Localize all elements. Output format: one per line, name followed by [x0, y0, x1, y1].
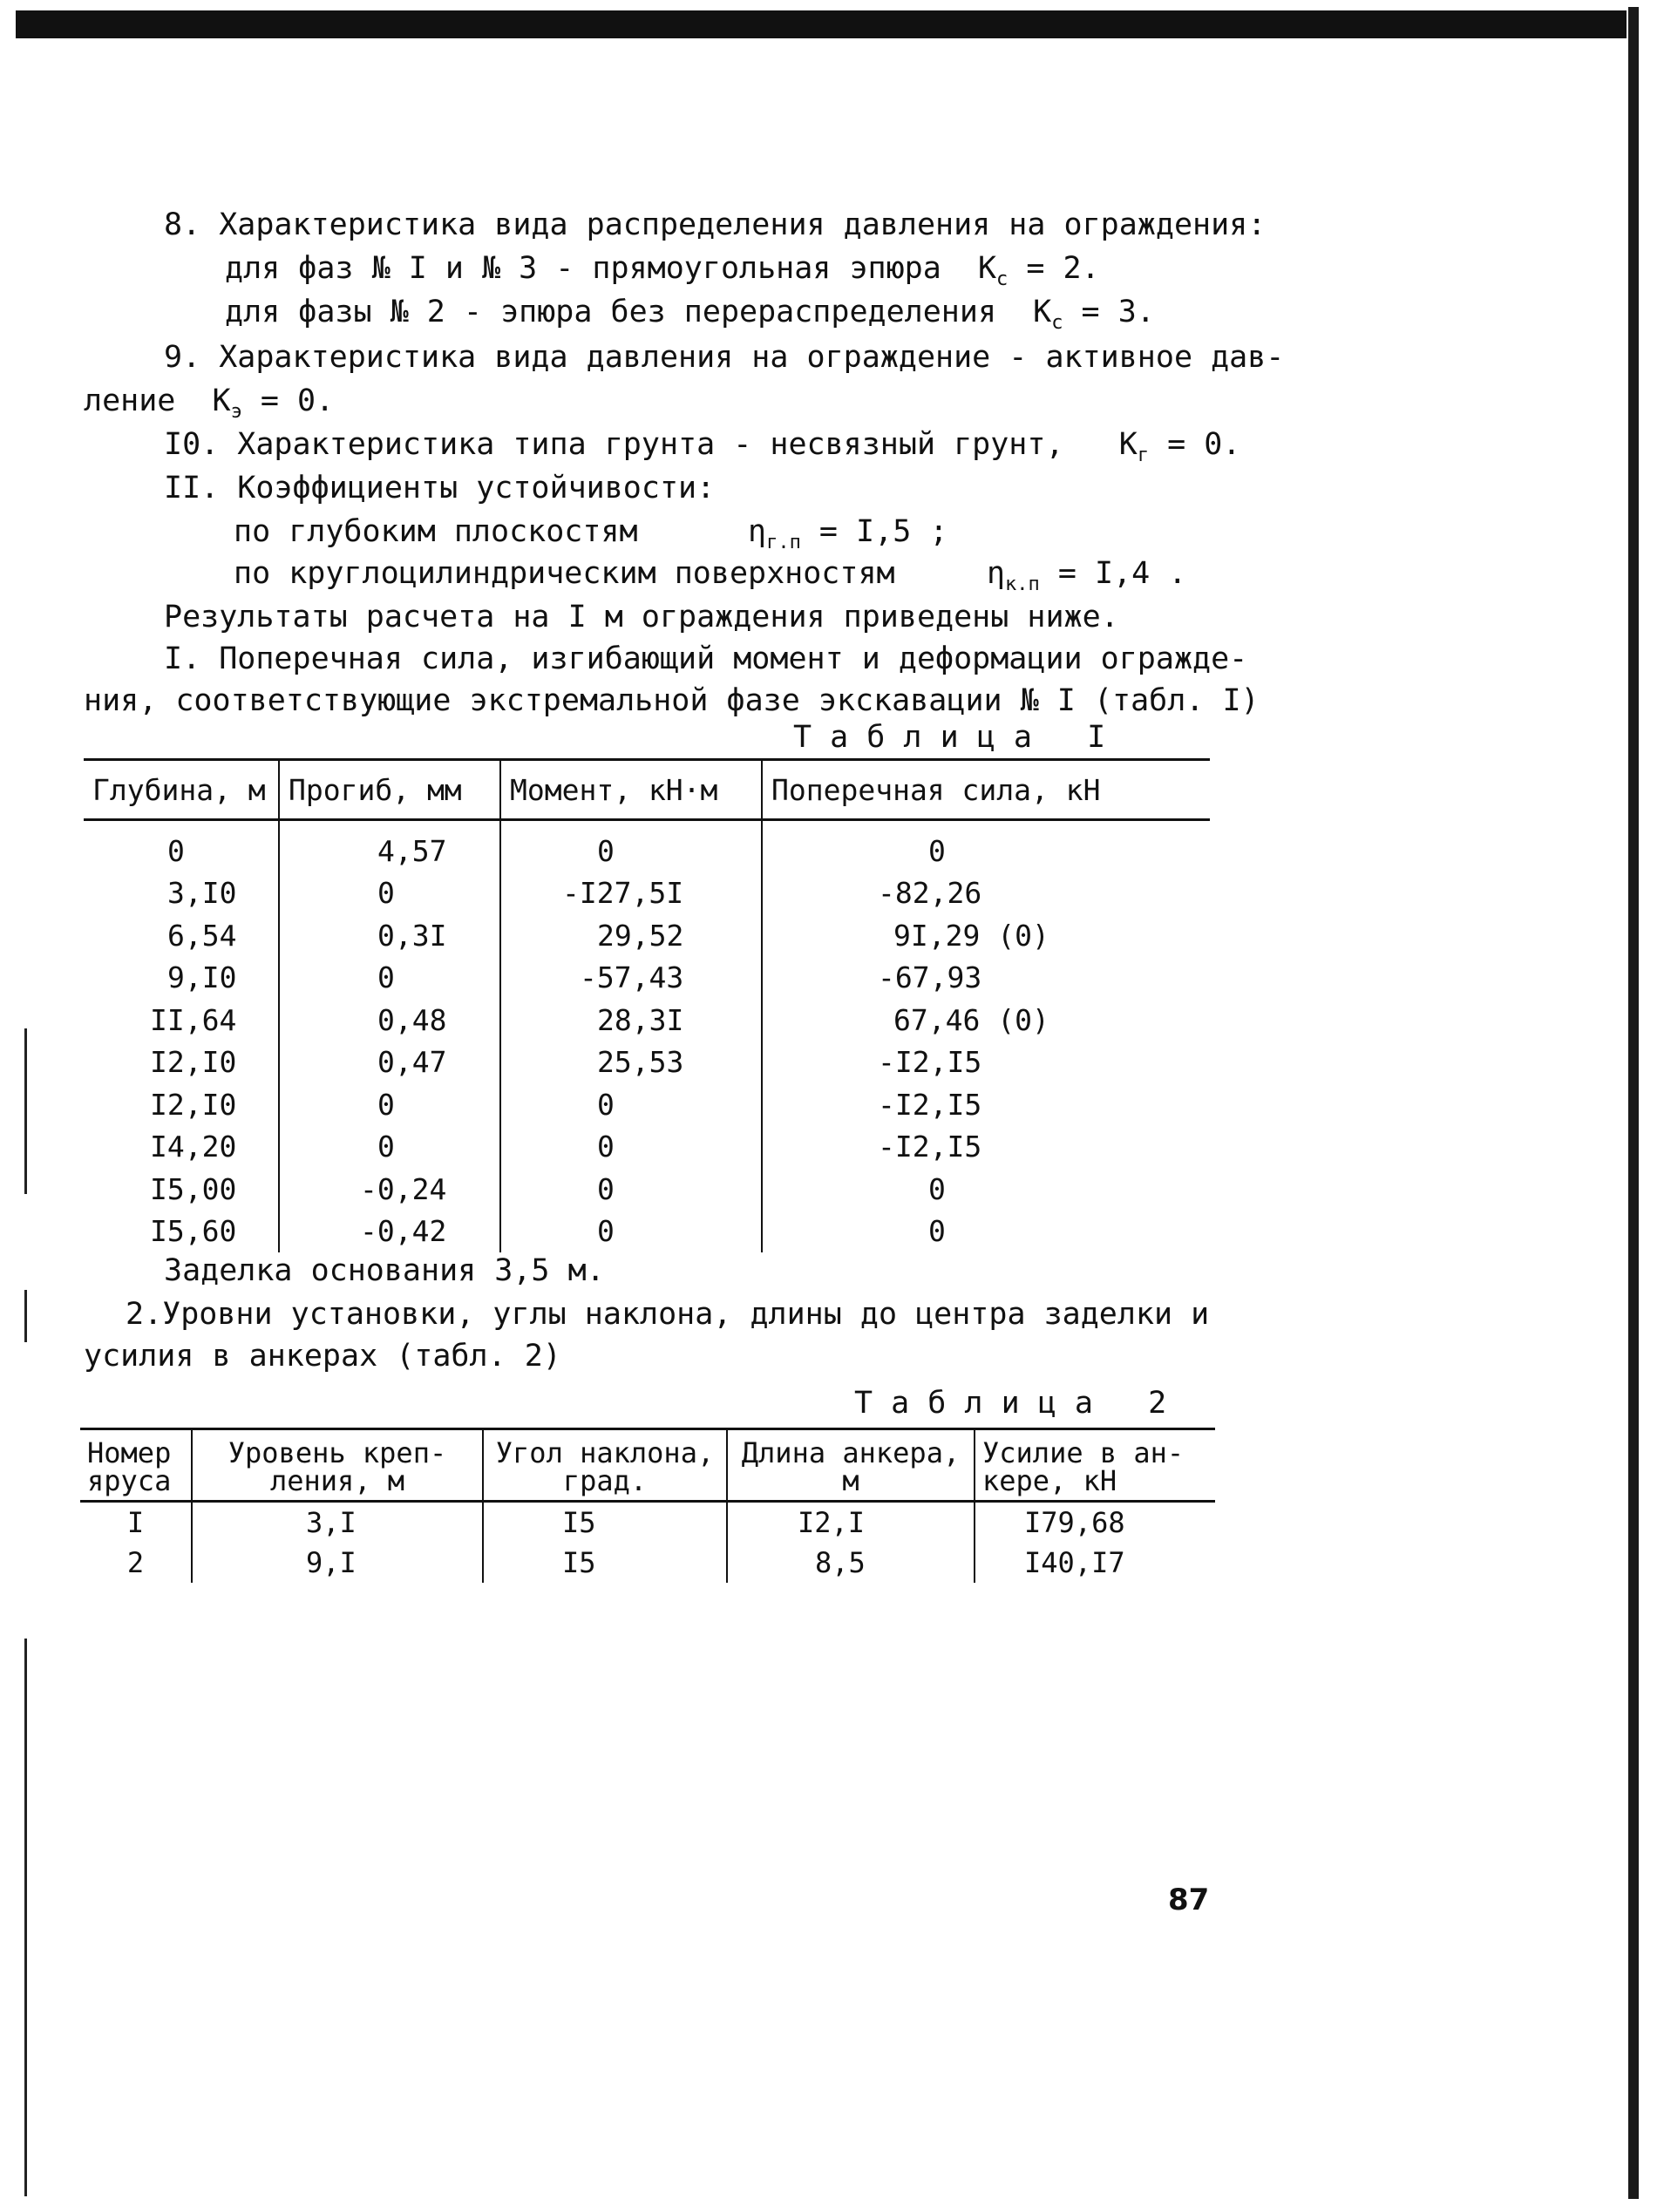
table1-cell-moment: 0 [500, 1126, 762, 1169]
table1-cell-depth: I2,I0 [84, 1042, 279, 1084]
item8-phases-1-3: для фаз № I и № 3 - прямоугольная эпюра $K_с = 2$. [225, 251, 1100, 290]
table-row [84, 914, 1210, 957]
table2-header-level: Уровень креп- ления, м [192, 1429, 483, 1502]
table2-header-tier: Номер яруса [80, 1429, 192, 1502]
table1-cell-depth: I2,I0 [84, 1083, 279, 1126]
table1-cell-depth: 3,I0 [84, 872, 279, 915]
table1-cell-shear: -I2,I5 [878, 1130, 982, 1164]
table-row [84, 1042, 1210, 1084]
table1-cell-shear: 0 [928, 1171, 946, 1206]
page-number: 87 [1168, 1883, 1210, 1917]
item9-line2: ление $K_э = 0$. [84, 383, 335, 423]
table2-cell-tier: I [80, 1502, 192, 1544]
table2-cell-level: 9,I [192, 1543, 483, 1583]
table1-cell-deflection: 0,3I [279, 914, 500, 957]
table-row [80, 1502, 1215, 1544]
table1-intro-line2: ния, соответствующие экстремальной фазе экскавации № I (табл. I) [84, 683, 1260, 718]
top-scan-border [16, 10, 1627, 38]
table1-cell-moment: 25,53 [500, 1042, 762, 1084]
table-row [84, 999, 1210, 1042]
table2-caption: Т а б л и ц а 2 [854, 1386, 1167, 1421]
table2-cell-angle: I5 [483, 1543, 727, 1583]
table2-cell-level: 3,I [192, 1502, 483, 1544]
table1-cell-depth: 0 [84, 820, 279, 872]
table2 [80, 1428, 1215, 1583]
table1-header-deflection: Прогиб, мм [279, 760, 500, 820]
table1-cell-shear: 67,46 (0) [893, 1002, 1049, 1037]
item8-phase-2: для фазы № 2 - эпюра без перераспределения $K_с = 3$. [225, 295, 1155, 334]
table2-cell-anchor-length: 8,5 [727, 1543, 975, 1583]
table1-cell-shear: -67,93 [878, 960, 982, 995]
table1-cell-deflection: 0 [279, 1083, 500, 1126]
table2-header-angle: Угол наклона, град. [483, 1429, 727, 1502]
table1-cell-deflection: 0 [279, 957, 500, 1000]
table-row [84, 820, 1210, 872]
table1-cell-moment: 28,3I [500, 999, 762, 1042]
table2-intro-line1: 2.Уровни установки, углы наклона, длины до центра заделки и [126, 1297, 1210, 1332]
table-row [84, 872, 1210, 915]
table2-header-row [80, 1429, 1215, 1502]
item9-line1: 9. Характеристика вида давления на ограждение - активное дав- [164, 340, 1285, 375]
table1-cell-depth: 9,I0 [84, 957, 279, 1000]
table-row [84, 957, 1210, 1000]
item11-round-surfaces: по круглоцилиндрическим поверхностям $\eta_{к.п} = I,4$ . [234, 556, 1187, 595]
left-scan-mark [24, 1290, 27, 1342]
table-row [84, 1126, 1210, 1169]
table1-header-moment: Момент, кН·м [500, 760, 762, 820]
table1-cell-moment: 0 [500, 1083, 762, 1126]
table1-intro-line1: I. Поперечная сила, изгибающий момент и деформации огражде- [164, 641, 1248, 676]
table1-cell-moment: 0 [500, 1211, 762, 1253]
embedment-note: Заделка основания 3,5 м. [164, 1253, 605, 1288]
table-row [84, 1211, 1210, 1253]
table-row [84, 1168, 1210, 1211]
table1-cell-deflection: 0 [279, 1126, 500, 1169]
table1-cell-moment: -I27,5I [500, 872, 762, 915]
table1-cell-deflection: 0,48 [279, 999, 500, 1042]
table1-cell-shear: -I2,I5 [878, 1045, 982, 1080]
table1 [84, 758, 1210, 1252]
table1-cell-depth: II,64 [84, 999, 279, 1042]
table2-header-anchor-force: Усилие в ан- кере, кН [982, 1436, 1185, 1497]
table2-cell-angle: I5 [483, 1502, 727, 1544]
table1-cell-deflection: 0 [279, 872, 500, 915]
table1-cell-shear: 0 [928, 1214, 946, 1249]
table-row [80, 1543, 1215, 1583]
table1-cell-depth: I5,60 [84, 1211, 279, 1253]
table1-cell-deflection: 4,57 [279, 820, 500, 872]
table1-cell-depth: I5,00 [84, 1168, 279, 1211]
table1-cell-depth: I4,20 [84, 1126, 279, 1169]
table2-intro-line2: усилия в анкерах (табл. 2) [84, 1339, 561, 1374]
table1-cell-depth: 6,54 [84, 914, 279, 957]
table1-cell-moment: 0 [500, 820, 762, 872]
item10-soil-type: I0. Характеристика типа грунта - несвязный грунт, $K_г = 0$. [164, 427, 1241, 466]
table1-cell-deflection: -0,24 [279, 1168, 500, 1211]
table-row [84, 1083, 1210, 1126]
table1-cell-moment: 0 [500, 1168, 762, 1211]
table1-cell-shear: 9I,29 (0) [893, 918, 1049, 953]
table2-cell-anchor-force: I79,68 [1024, 1506, 1125, 1539]
table1-cell-shear: -82,26 [878, 876, 982, 911]
table1-cell-moment: -57,43 [500, 957, 762, 1000]
left-scan-mark [24, 1028, 27, 1194]
table1-cell-moment: 29,52 [500, 914, 762, 957]
right-scan-border [1628, 7, 1639, 2199]
table1-cell-deflection: -0,42 [279, 1211, 500, 1253]
table1-cell-shear: 0 [928, 833, 946, 868]
left-scan-mark [24, 1639, 27, 2196]
table1-header-shear: Поперечная сила, кН [771, 772, 1101, 807]
table2-header-anchor-length: Длина анкера, м [727, 1429, 975, 1502]
table2-cell-tier: 2 [80, 1543, 192, 1583]
item11-deep-planes: по глубоким плоскостям $\eta_{г.п} = I,5$ ; [234, 514, 948, 553]
item11-heading: II. Коэффициенты устойчивости: [164, 471, 716, 506]
results-intro: Результаты расчета на I м ограждения приведены ниже. [164, 600, 1119, 634]
table1-cell-shear: -I2,I5 [878, 1087, 982, 1122]
item8-heading: 8. Характеристика вида распределения давления на ограждения: [164, 207, 1267, 242]
table2-cell-anchor-length: I2,I [727, 1502, 975, 1544]
table2-cell-anchor-force: I40,I7 [1024, 1546, 1125, 1579]
table1-caption: Т а б л и ц а I [793, 720, 1106, 755]
table1-header-row [84, 760, 1210, 820]
table1-header-depth: Глубина, м [84, 760, 279, 820]
table1-cell-deflection: 0,47 [279, 1042, 500, 1084]
